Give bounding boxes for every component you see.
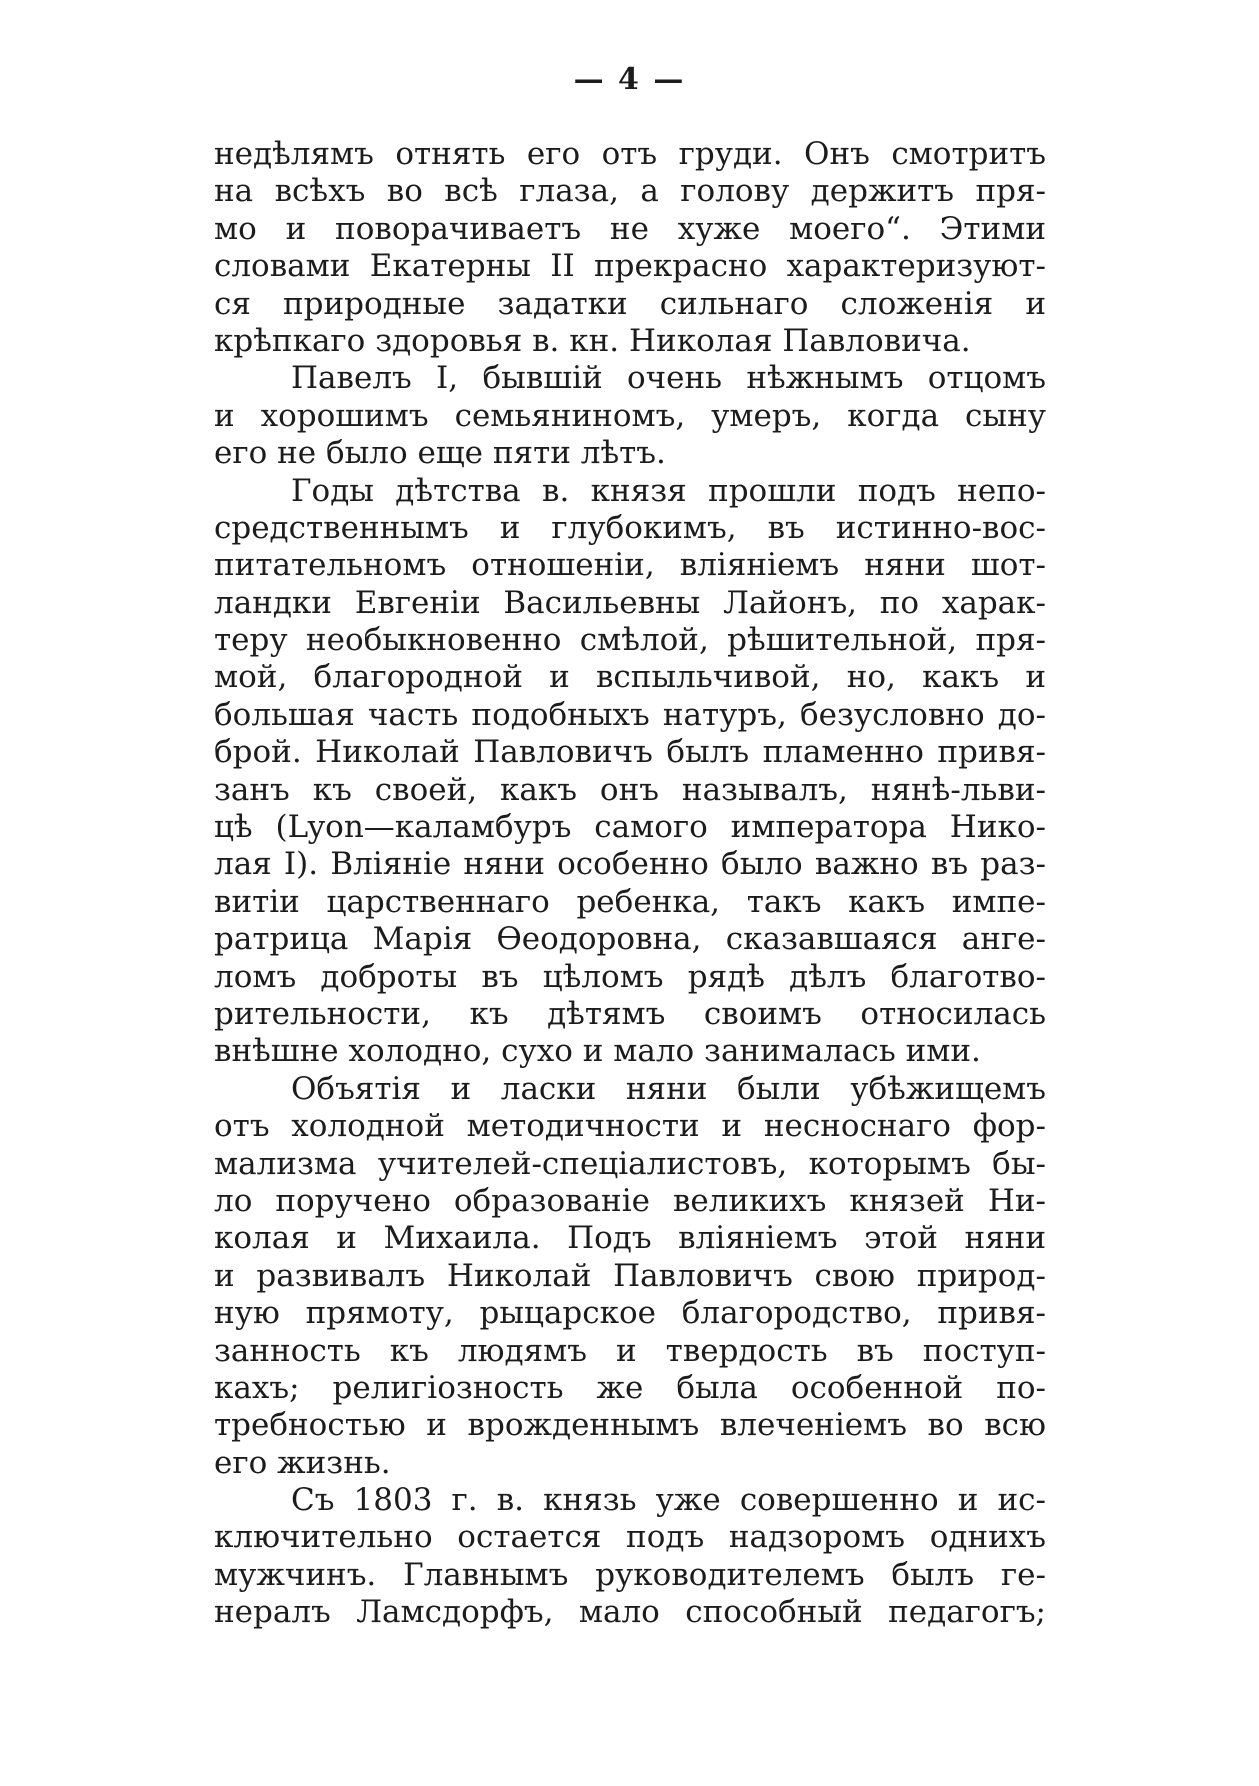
text-line: его жизнь. [214, 1444, 391, 1481]
text-line: крѣпкаго здоровья в. кн. Николая Павловича. [214, 322, 971, 359]
text-line: мализма учителей-спеціалистовъ, которымъ бы- [214, 1145, 1046, 1182]
body-text [214, 136, 1046, 1632]
text-line: отъ холодной методичности и несноснаго фор- [214, 1108, 1046, 1145]
text-line: большая часть подобныхъ натуръ, безусловно до- [214, 696, 1046, 733]
text-line: и хорошимъ семьяниномъ, умеръ, когда сыну [214, 397, 1046, 434]
text-line: Годы дѣтства в. князя прошли подъ непо- [291, 472, 1046, 509]
text-line: ключительно остается подъ надзоромъ однихъ [214, 1519, 1046, 1556]
text-line: на всѣхъ во всѣ глаза, а голову держитъ пря- [214, 173, 1046, 210]
text-line: средственнымъ и глубокимъ, въ истинно-вос- [214, 509, 1046, 546]
text-line: и развивалъ Николай Павловичъ свою природ- [214, 1257, 1046, 1294]
text-line: занъ къ своей, какъ онъ называлъ, нянѣ-льви- [214, 771, 1046, 808]
page-number: — 4 — [573, 62, 686, 97]
text-line: Павелъ I, бывшій очень нѣжнымъ отцомъ [291, 360, 1046, 397]
text-line: мужчинъ. Главнымъ руководителемъ былъ ге- [214, 1556, 1046, 1593]
text-line: внѣшне холодно, сухо и мало занималась ими. [214, 1033, 981, 1070]
text-line: ломъ доброты въ цѣломъ рядѣ дѣлъ благотво- [214, 958, 1046, 995]
text-line: ратрица Марія Өеодоровна, сказавшаяся анге- [214, 921, 1046, 958]
text-line: Объятія и ласки няни были убѣжищемъ [291, 1070, 1046, 1107]
text-line: брой. Николай Павловичъ былъ пламенно привя- [214, 734, 1046, 771]
text-line: витіи царственнаго ребенка, такъ какъ импе- [214, 883, 1046, 920]
text-line: цѣ (Lyon—каламбуръ самого императора Нико- [214, 809, 1046, 846]
text-line: недѣлямъ отнять его отъ груди. Онъ смотритъ [214, 136, 1046, 172]
text-line: питательномъ отношеніи, вліяніемъ няни шот- [214, 547, 1046, 584]
text-line: ся природные задатки сильнаго сложенія и [214, 285, 1046, 322]
text-line: нералъ Ламсдорфъ, мало способный педагогъ; [214, 1594, 1046, 1631]
text-line: словами Екатерны II прекрасно характеризуют- [214, 248, 1046, 285]
text-line: ло поручено образованіе великихъ князей Ни- [214, 1182, 1046, 1219]
text-line: мо и поворачиваетъ не хуже моего“. Этими [214, 210, 1046, 247]
text-line: ландки Евгеніи Васильевны Лайонъ, по харак- [214, 584, 1046, 621]
text-line: занность къ людямъ и твердость въ поступ- [214, 1332, 1046, 1369]
text-line: рительности, къ дѣтямъ своимъ относилась [214, 995, 1046, 1032]
text-line: лая I). Вліяніе няни особенно было важно въ раз- [214, 846, 1046, 883]
text-line: ную прямоту, рыцарское благородство, привя- [214, 1295, 1046, 1332]
text-line: кахъ; религіозность же была особенной по- [214, 1369, 1046, 1406]
text-line: колая и Михаила. Подъ вліяніемъ этой няни [214, 1220, 1046, 1257]
text-line: требностью и врожденнымъ влеченіемъ во всю [214, 1407, 1046, 1444]
text-line: теру необыкновенно смѣлой, рѣшительной, пря- [214, 622, 1046, 659]
text-line: Съ 1803 г. в. князь уже совершенно и ис- [291, 1482, 1046, 1519]
text-line: его не было еще пяти лѣтъ. [214, 435, 666, 472]
text-line: мой, благородной и вспыльчивой, но, какъ и [214, 659, 1046, 696]
